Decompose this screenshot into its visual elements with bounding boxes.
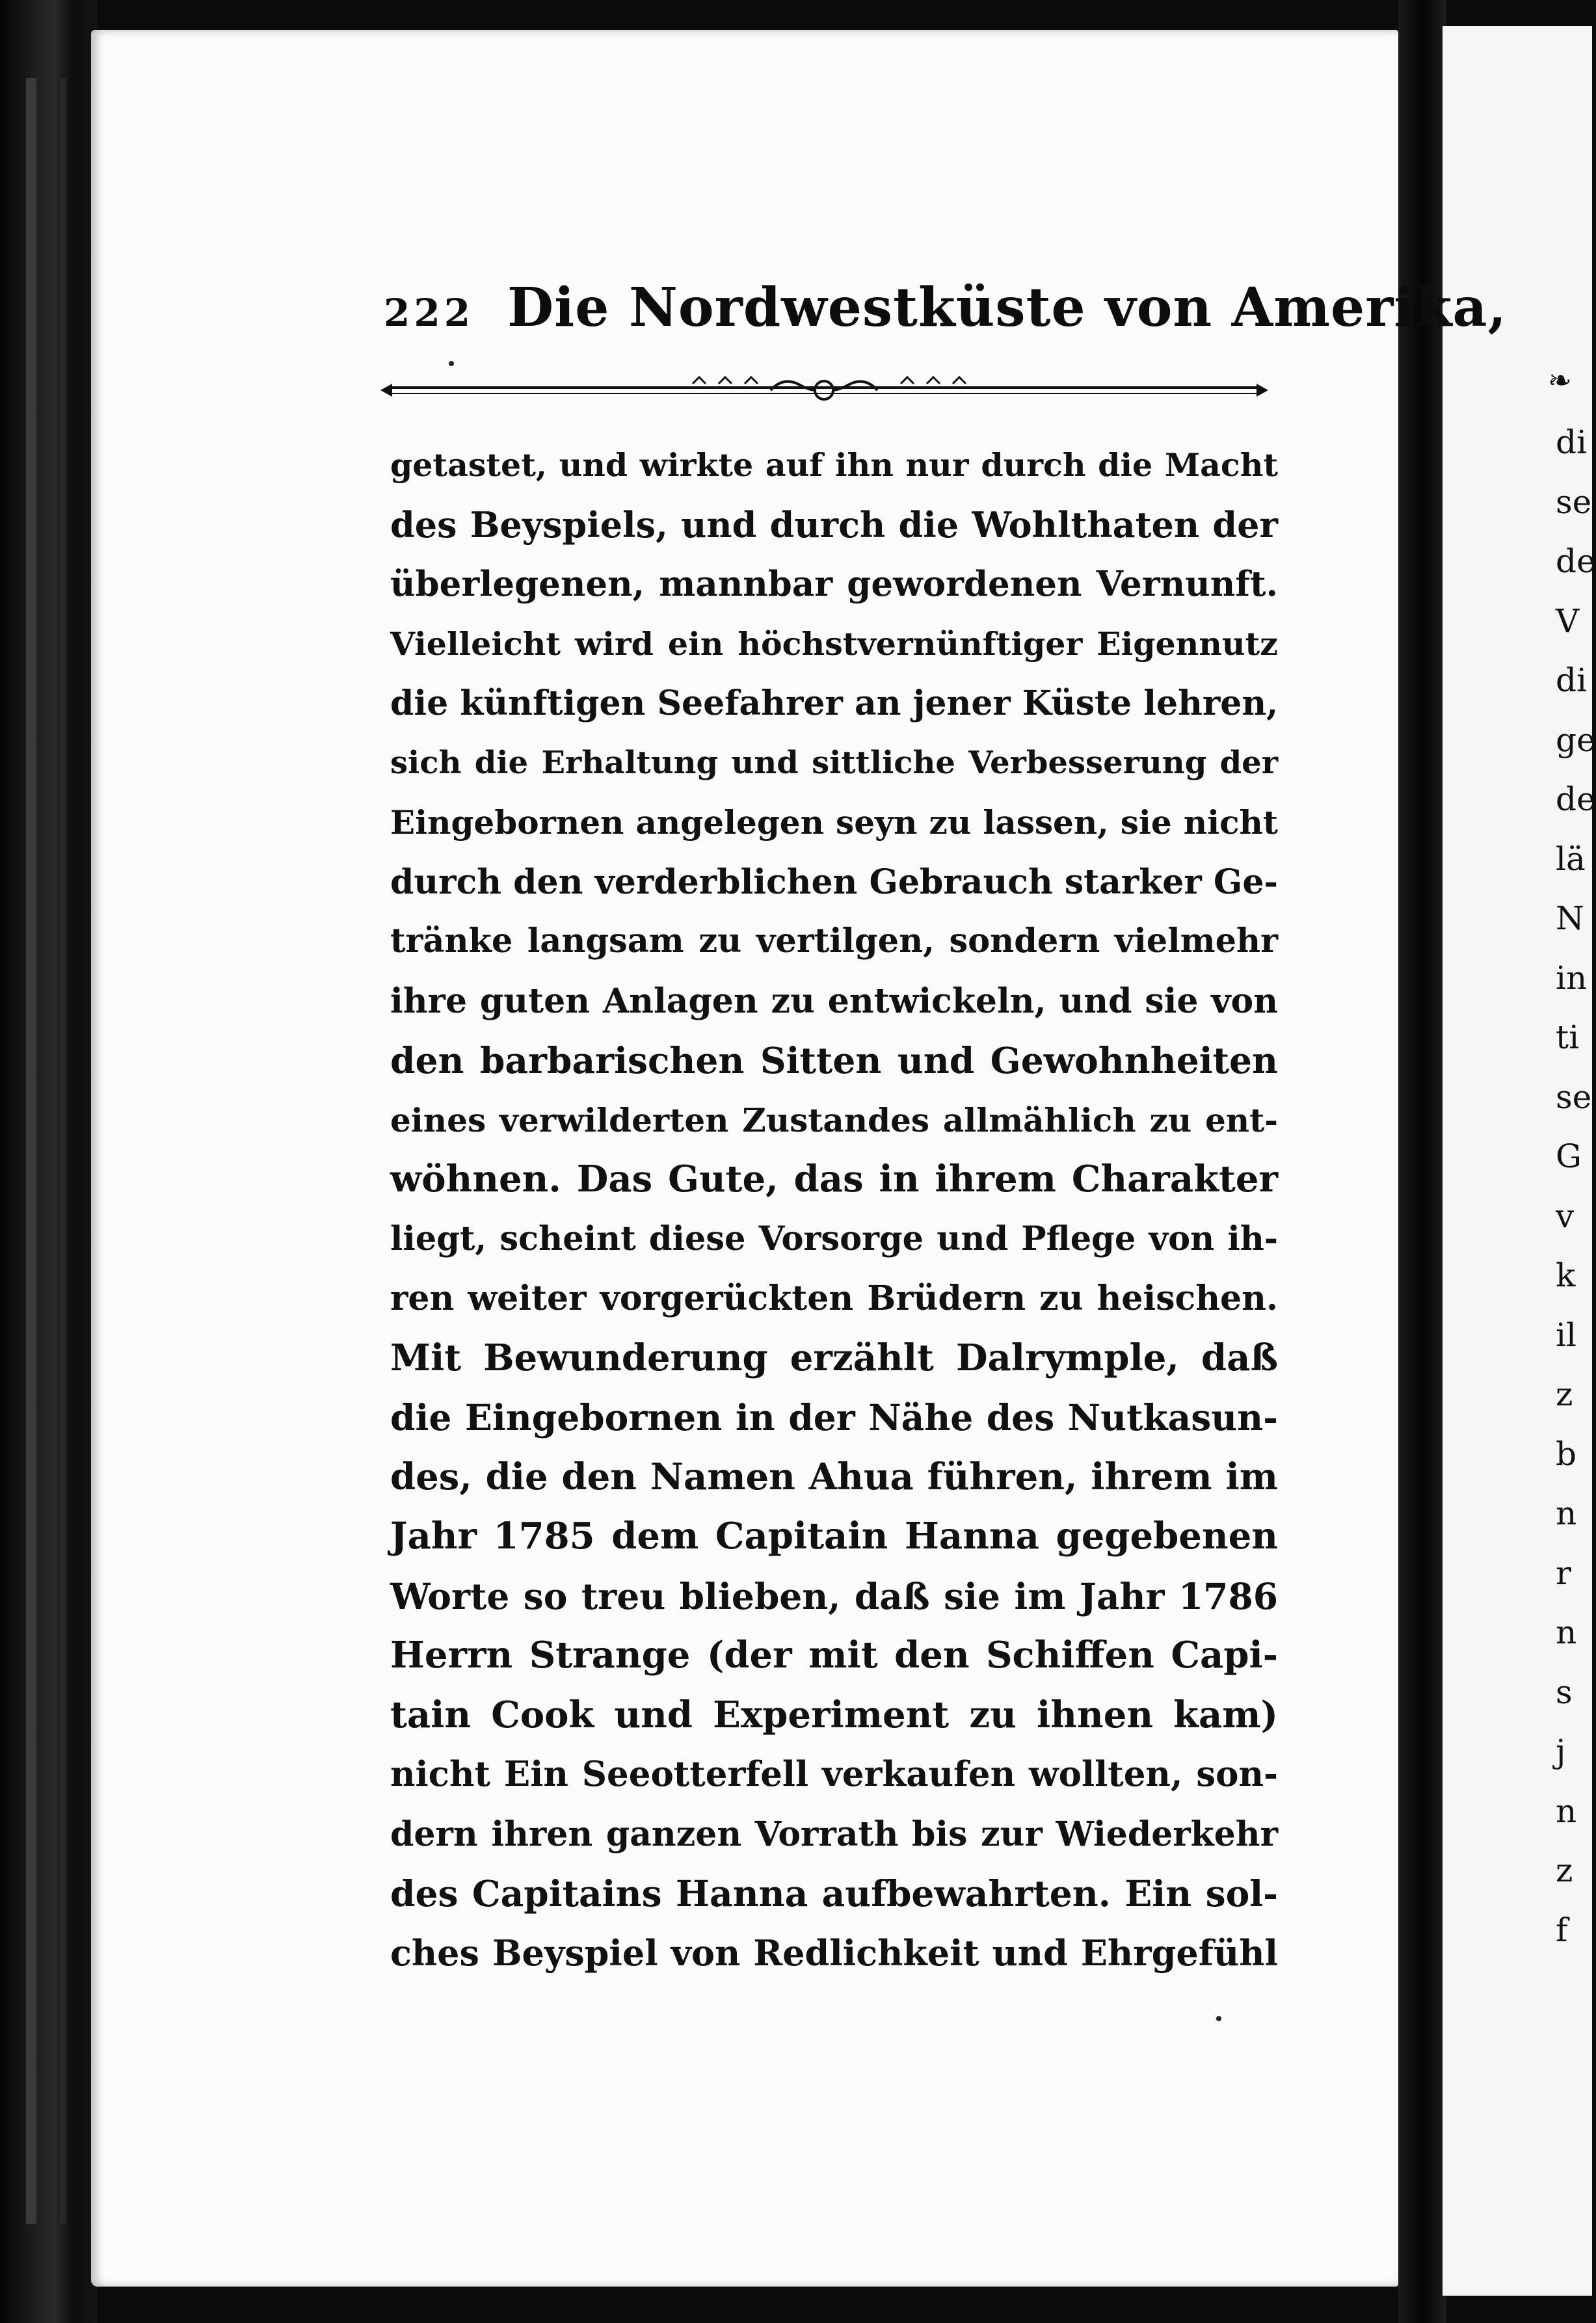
facing-line-fragment: z — [1556, 1375, 1573, 1413]
text-line: nicht Ein Seeotterfell verkaufen wollten, son- — [390, 1754, 1278, 1794]
facing-line-fragment: N — [1556, 899, 1584, 937]
facing-line-fragment: il — [1556, 1316, 1576, 1354]
facing-line-fragment: n — [1556, 1792, 1577, 1830]
text-line: Jahr 1785 dem Capitain Hanna gegebenen — [390, 1515, 1278, 1558]
text-line: liegt, scheint diese Vorsorge und Pflege von ih- — [390, 1219, 1278, 1258]
text-line: Vielleicht wird ein höchstvernünftiger Eigennutz — [390, 624, 1278, 663]
facing-page-ornament-icon: ❧ — [1548, 364, 1572, 397]
facing-line-fragment: j — [1556, 1732, 1566, 1770]
text-line: eines verwilderten Zustandes allmählich zu ent- — [390, 1100, 1278, 1139]
text-line: Eingebornen angelegen seyn zu lassen, sie nicht — [390, 803, 1278, 842]
facing-line-fragment: f — [1556, 1911, 1568, 1949]
text-line: dern ihren ganzen Vorrath bis zur Wiederkehr — [390, 1814, 1278, 1854]
facing-line-fragment: G — [1556, 1137, 1582, 1175]
text-line: sich die Erhaltung und sittliche Verbesserung der — [390, 744, 1278, 781]
text-line: Mit Bewunderung erzählt Dalrymple, daß — [390, 1336, 1278, 1379]
facing-line-fragment: de — [1556, 542, 1596, 580]
text-line: des Capitains Hanna aufbewahrten. Ein sol- — [390, 1872, 1278, 1915]
facing-line-fragment: in — [1556, 959, 1588, 997]
facing-line-fragment: V — [1556, 602, 1580, 640]
text-line: Worte so treu blieben, daß sie im Jahr 1786 — [390, 1574, 1278, 1617]
page-number: 222 — [384, 291, 475, 335]
facing-line-fragment: v — [1556, 1197, 1575, 1235]
text-line: des Beyspiels, und durch die Wohlthaten der — [390, 503, 1278, 546]
facing-line-fragment: se — [1556, 483, 1592, 521]
text-line: die Eingebornen in der Nähe des Nutkasun- — [390, 1396, 1278, 1439]
facing-line-fragment: r — [1556, 1554, 1571, 1592]
running-title: Die Nordwestküste von Amerika, — [507, 276, 1508, 339]
facing-line-fragment: ge — [1556, 721, 1596, 759]
text-line: tränke langsam zu vertilgen, sondern vielmehr — [390, 922, 1278, 961]
text-line: getastet, und wirkte auf ihn nur durch die Macht — [390, 446, 1278, 484]
text-line: tain Cook und Experiment zu ihnen kam) — [390, 1693, 1278, 1736]
spine-stripe — [26, 78, 36, 2224]
text-line: ihre guten Anlagen zu entwickeln, und sie von — [390, 981, 1278, 1021]
facing-line-fragment: b — [1556, 1435, 1577, 1473]
facing-line-fragment: n — [1556, 1494, 1577, 1532]
running-head — [384, 276, 1508, 348]
facing-line-fragment: lä — [1556, 840, 1586, 878]
book-spine-edge — [0, 0, 98, 2323]
decorative-rule-ornament-icon — [380, 371, 1268, 410]
text-line: den barbarischen Sitten und Gewohnheiten — [390, 1039, 1278, 1082]
text-line: durch den verderblichen Gebrauch starker Ge- — [390, 862, 1278, 902]
text-line: Herrn Strange (der mit den Schiffen Capi- — [390, 1634, 1278, 1677]
body-text — [390, 436, 1278, 1983]
page-gutter — [1398, 0, 1446, 2323]
text-line: ches Beyspiel von Redlichkeit und Ehrgefühl — [390, 1931, 1278, 1974]
facing-line-fragment: de — [1556, 780, 1596, 818]
scan-speck — [1216, 2016, 1221, 2021]
text-line: überlegenen, mannbar gewordenen Vernunft. — [390, 564, 1278, 604]
text-line: des, die den Namen Ahua führen, ihrem im — [390, 1455, 1278, 1498]
text-line: ren weiter vorgerückten Brüdern zu heischen. — [390, 1279, 1278, 1318]
text-line: wöhnen. Das Gute, das in ihrem Charakter — [390, 1158, 1278, 1201]
facing-line-fragment: ti — [1556, 1018, 1580, 1056]
facing-line-fragment: s — [1556, 1673, 1573, 1711]
facing-line-fragment: di — [1556, 661, 1587, 699]
text-line: die künftigen Seefahrer an jener Küste lehren, — [390, 684, 1279, 723]
facing-line-fragment: se — [1556, 1078, 1592, 1116]
facing-line-fragment: z — [1556, 1852, 1573, 1889]
facing-line-fragment: n — [1556, 1613, 1577, 1651]
facing-line-fragment: di — [1556, 423, 1587, 461]
facing-line-fragment: k — [1556, 1256, 1576, 1294]
spine-stripe — [60, 78, 66, 2224]
scan-speck — [449, 361, 454, 366]
